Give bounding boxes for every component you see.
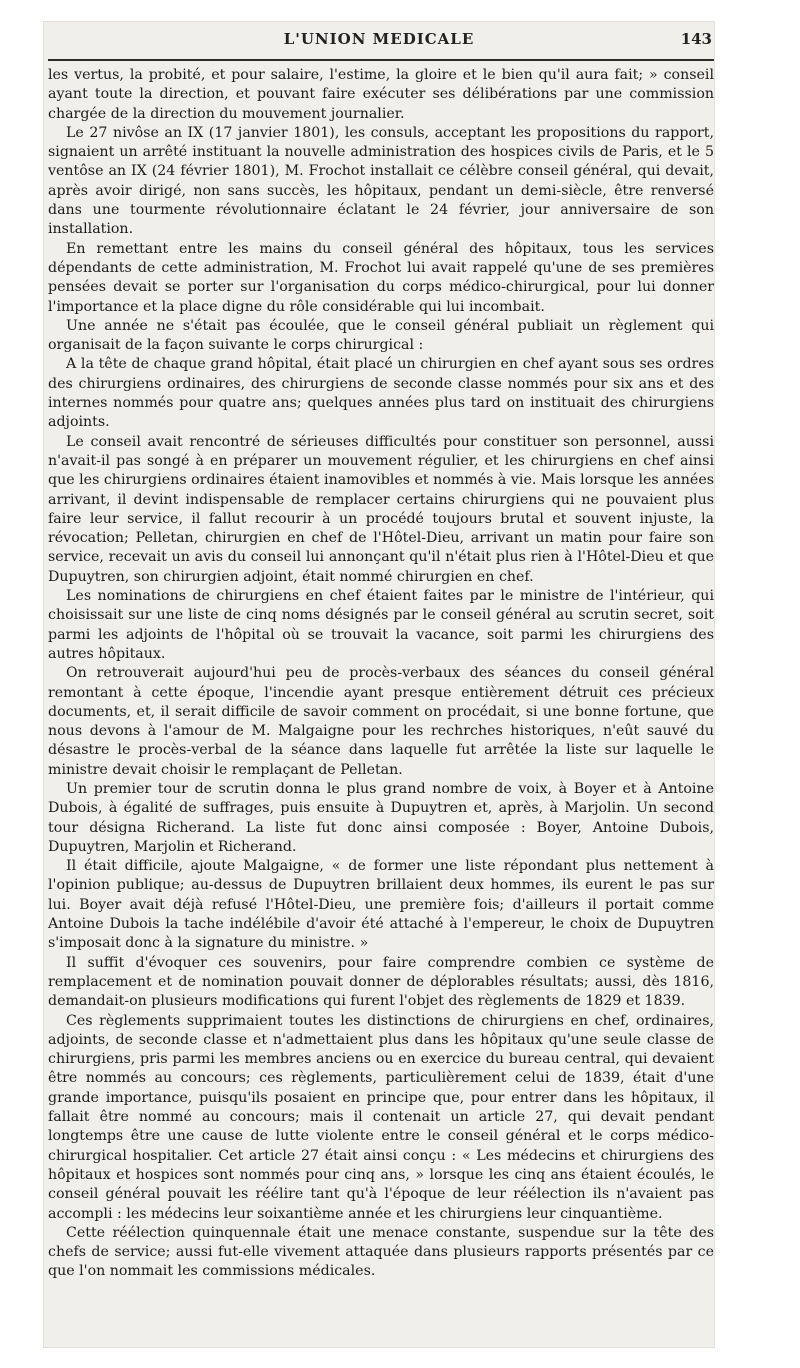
- paragraph: les vertus, la probité, et pour salaire, l'estime, la gloire et le bien qu'il aura fait; » conseil ayant toute la direction, et pouvant faire exécuter ses délibérations par une commission chargée de la direction du mouvement journalier.: [48, 67, 714, 122]
- page-number: 143: [680, 30, 712, 48]
- paragraph: Une année ne s'était pas écoulée, que le conseil général publiait un règlement qui organisait de la façon suivante le corps chirurgical :: [48, 317, 714, 354]
- paragraph: Ces règlements supprimaient toutes les distinctions de chirurgiens en chef, ordinaires, adjoints, de seconde classe et n'admettaient plus dans les hôpitaux qu'une seule classe de chirurgiens, pris parmi les membres anciens ou en exercice du bureau central, qui devaient être nommés au concours; ces règlements, particulièrement celui de 1839, était d'une grande importance, puisqu'ils posaient en principe que, pour entrer dans les hôpitaux, il fallait être nommé au concours; mais il contenait un article 27, qui devait pendant longtemps être une cause de lutte violente entre le conseil général et le corps médico-chirurgical hospitalier. Cet article 27 était ainsi conçu : « Les médecins et chirurgiens des hôpitaux et hospices sont nommés pour cinq ans, » lorsque les cinq ans étaient écoulés, le conseil général pouvait les réélire tant qu'à l'époque de leur réélection ils n'avaient pas accompli : les médecins leur soixantième année et les chirurgiens leur cinquantième.: [48, 1012, 714, 1222]
- paragraph: Le conseil avait rencontré de sérieuses difficultés pour constituer son personnel, aussi n'avait-il pas songé à en préparer un mouvement régulier, et les chirurgiens en chef ainsi que les chirurgiens ordinaires étaient inamovibles et nommés à vie. Mais lorsque les années arrivant, il devint indispensable de remplacer certains chirurgiens qui ne pouvaient plus faire leur service, il fallut recourir à un procédé toujours brutal et souvent injuste, la révocation; Pelletan, chirurgien en chef de l'Hôtel-Dieu, arrivant un matin pour faire son service, recevait un avis du conseil lui annonçant qu'il n'était plus rien à l'Hôtel-Dieu et que Dupuytren, son chirurgien adjoint, était nommé chirurgien en chef.: [48, 433, 714, 585]
- paragraph: En remettant entre les mains du conseil général des hôpitaux, tous les services dépendants de cette administration, M. Frochot lui avait rappelé qu'une de ses premières pensées devait se porter sur l'organisation du corps médico-chirurgical, pour lui donner l'importance et la place digne du rôle considérable qui lui incombait.: [48, 240, 714, 315]
- paragraph: On retrouverait aujourd'hui peu de procès-verbaux des séances du conseil général remontant à cette époque, l'incendie ayant presque entièrement détruit ces précieux documents, et, il serait difficile de savoir comment on procédait, si une bonne fortune, que nous devons à l'amour de M. Malgaigne pour les rechrches historiques, n'eût sauvé du désastre le procès-verbal de la séance dans laquelle fut arrêtée la liste sur laquelle le ministre devait choisir le remplaçant de Pelletan.: [48, 665, 714, 778]
- paragraph: Il suffit d'évoquer ces souvenirs, pour faire comprendre combien ce système de remplacement et de nomination pouvait donner de déplorables résultats; aussi, dès 1816, demandait-on plusieurs modifications qui furent l'objet des règlements de 1829 et 1839.: [48, 954, 714, 1010]
- running-title: L'UNION MEDICALE: [283, 30, 475, 48]
- body-text: [48, 66, 714, 1282]
- header-rule: [48, 59, 714, 61]
- page-header: [44, 30, 714, 56]
- paragraph: Les nominations de chirurgiens en chef étaient faites par le ministre de l'intérieur, qui choisissait sur une liste de cinq noms désignés par le conseil général au scrutin secret, soit parmi les adjoints de l'hôpital où se trouvait la vacance, soit parmi les chirurgiens des autres hôpitaux.: [48, 588, 714, 662]
- paragraph: A la tête de chaque grand hôpital, était placé un chirurgien en chef ayant sous ses ordres des chirurgiens ordinaires, des chirurgiens de seconde classe nommés pour six ans et des internes nommés pour quatre ans; quelques années plus tard on instituait des chirurgiens adjoints.: [48, 356, 714, 431]
- paragraph: Le 27 nivôse an IX (17 janvier 1801), les consuls, acceptant les propositions du rapport, signaient un arrêté instituant la nouvelle administration des hospices civils de Paris, et le 5 ventôse an IX (24 février 1801), M. Frochot installait ce célèbre conseil général, qui devait, après avoir dirigé, non sans succès, les hôpitaux, pendant un demi-siècle, être renversé dans une tourmente révolutionnaire éclatant le 24 février, jour anniversaire de son installation.: [48, 124, 714, 238]
- paragraph: Un premier tour de scrutin donna le plus grand nombre de voix, à Boyer et à Antoine Dubois, à égalité de suffrages, puis ensuite à Dupuytren et, après, à Marjolin. Un second tour désigna Richerand. La liste fut donc ainsi composée : Boyer, Antoine Dubois, Dupuytren, Marjolin et Richerand.: [48, 780, 714, 855]
- paragraph: Il était difficile, ajoute Malgaigne, « de former une liste répondant plus nettement à l'opinion publique; au-dessus de Dupuytren brillaient deux hommes, ils eurent le pas sur lui. Boyer avait déjà refusé l'Hôtel-Dieu, une première fois; d'ailleurs il portait comme Antoine Dubois la tache indélébile d'avoir été attaché à l'empereur, le choix de Dupuytren s'imposait donc à la signature du ministre. »: [48, 858, 714, 952]
- paragraph: Cette réélection quinquennale était une menace constante, suspendue sur la tête des chefs de service; aussi fut-elle vivement attaquée dans plusieurs rapports présentés par ce que l'on nommait les commissions médicales.: [48, 1224, 714, 1280]
- book-page: [44, 22, 714, 1347]
